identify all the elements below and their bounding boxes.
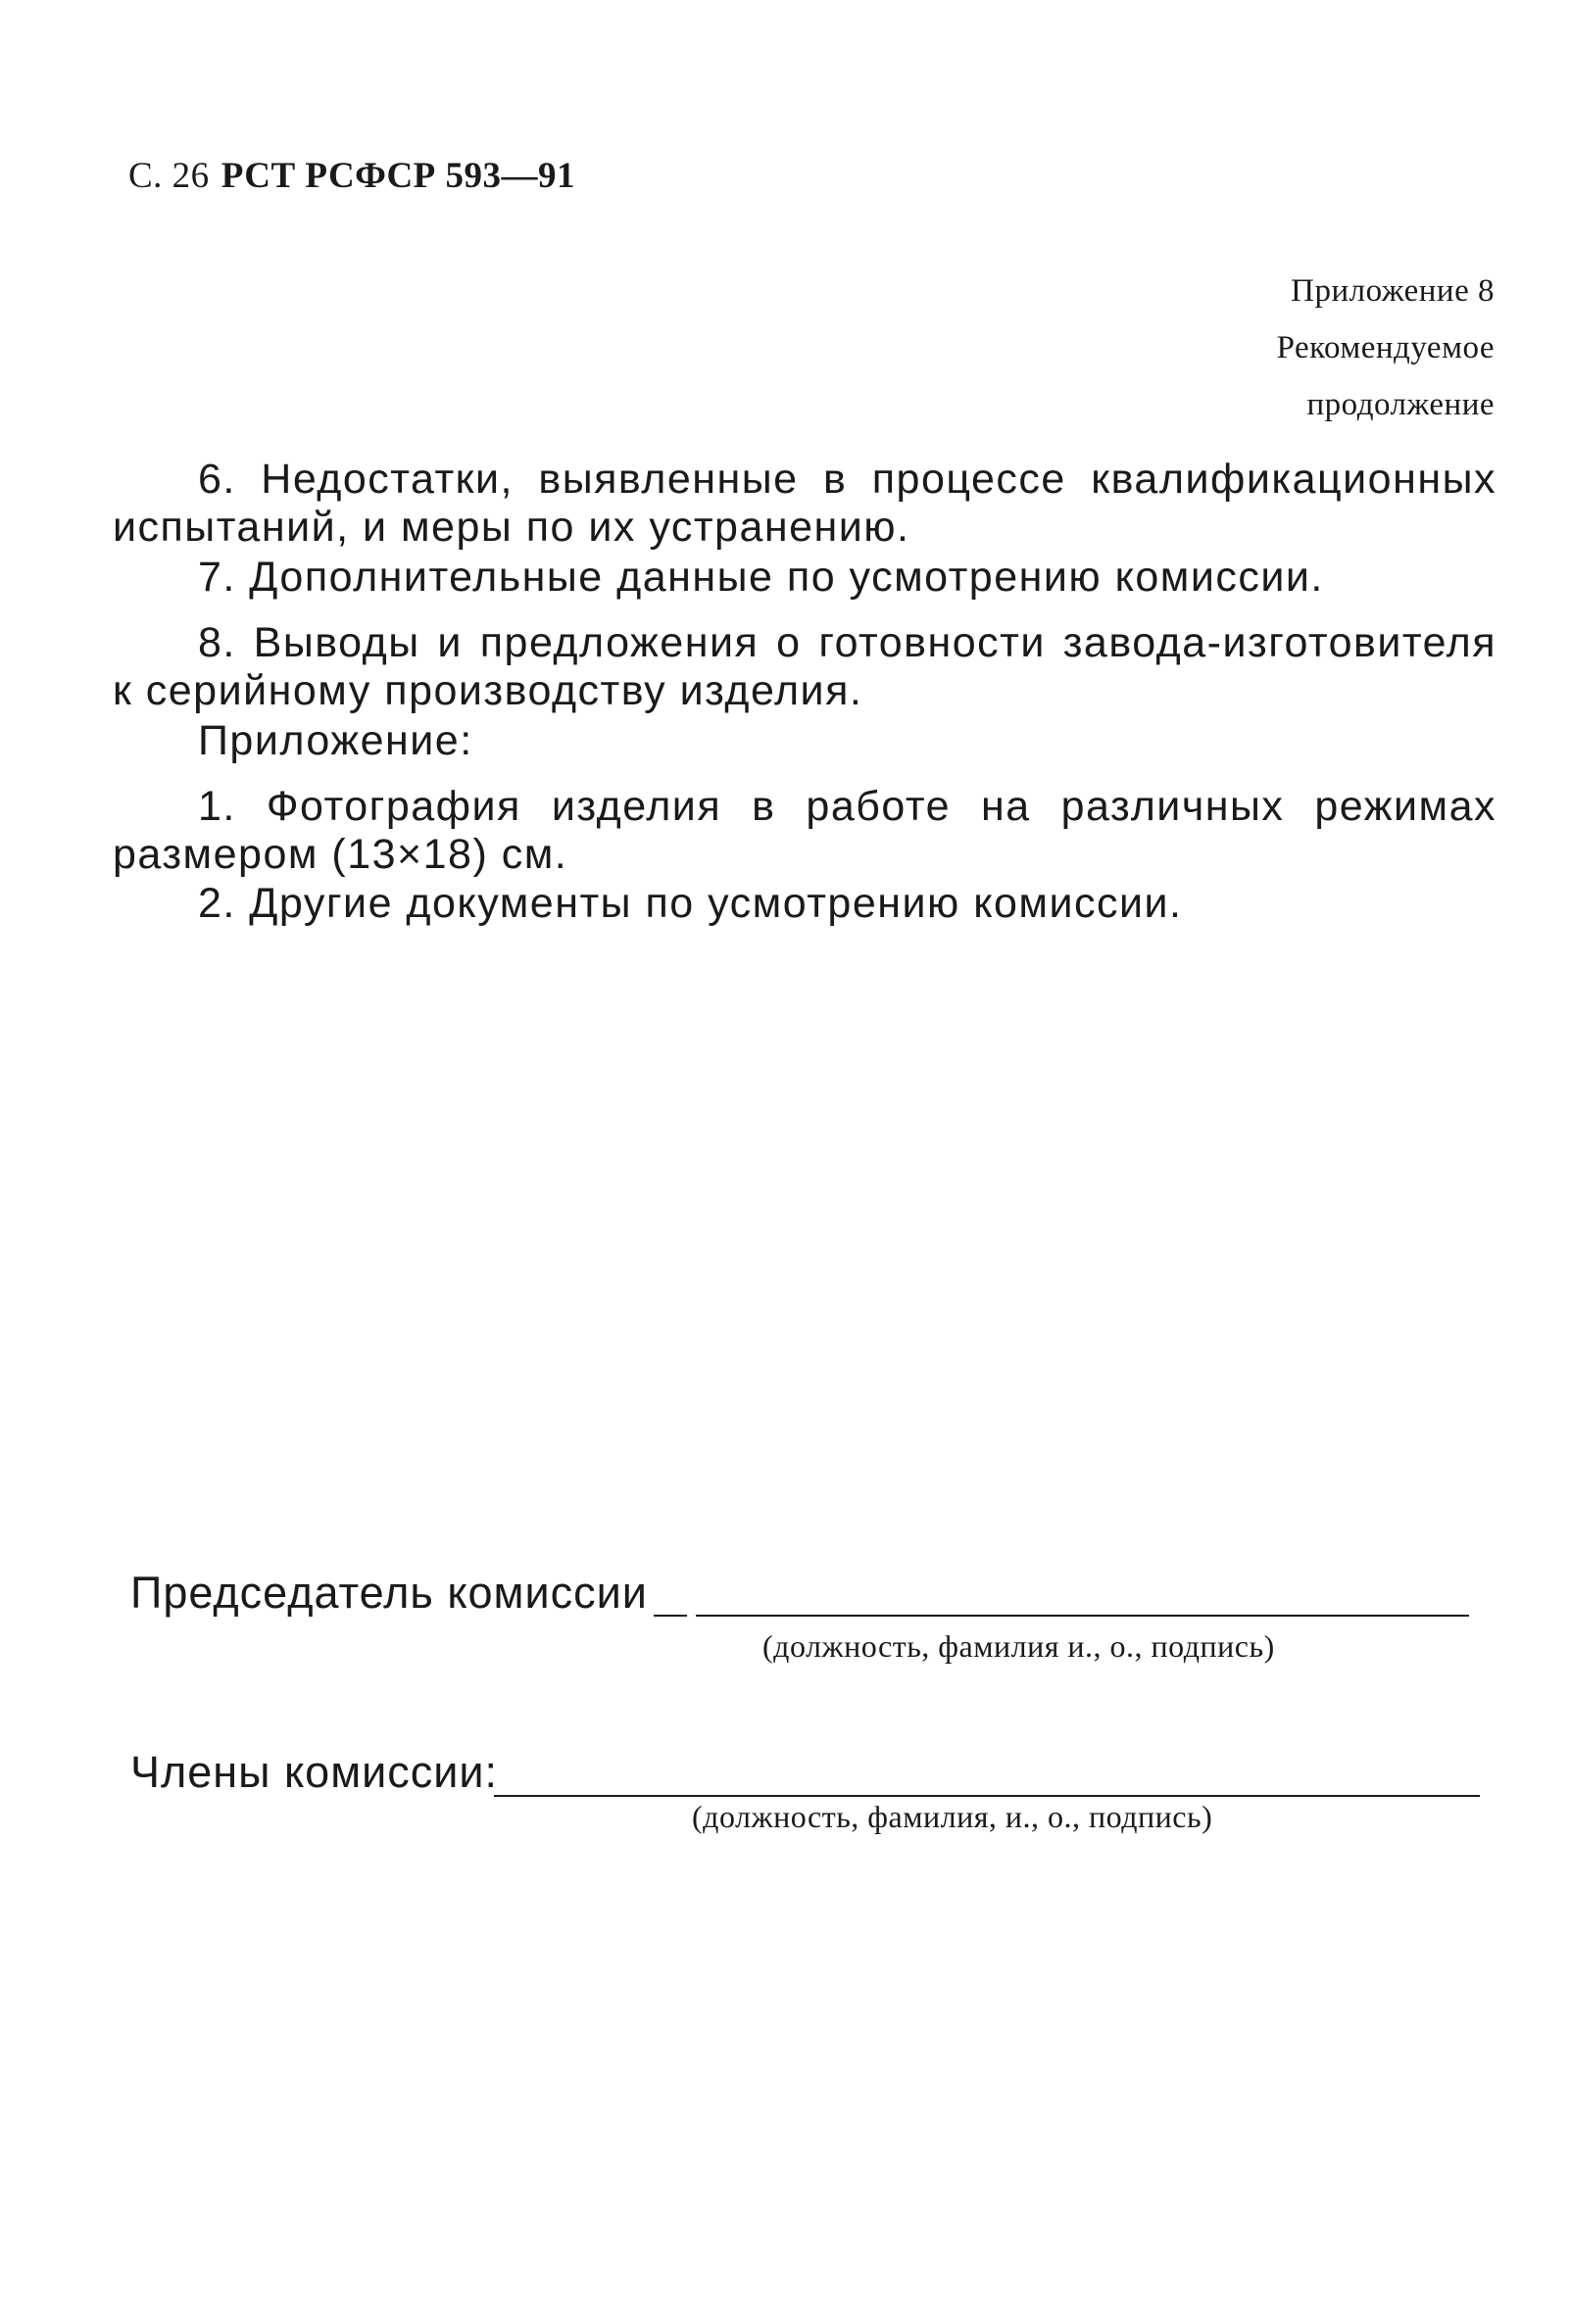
paragraph-item-8: 8. Выводы и предложения о готовности завода-изготовителя к серийному производству изделия. <box>113 619 1496 714</box>
attachment-item-1: 1. Фотография изделия в работе на различных режимах размером (13×18) см. <box>113 783 1496 878</box>
page-number: С. 26 <box>128 156 210 196</box>
members-signature-caption: (должность, фамилия, и., о., подпись) <box>692 1799 1213 1834</box>
chairman-signature-line-stub <box>654 1615 687 1617</box>
attachment-title: Приложение: <box>198 717 473 764</box>
paragraph-item-6: 6. Недостатки, выявленные в процессе квалификационных испытаний, и меры по их устранению. <box>113 456 1496 551</box>
paragraph-item-7: 7. Дополнительные данные по усмотрению комиссии. <box>198 554 1324 601</box>
attachment-item-2: 2. Другие документы по усмотрению комиссии. <box>198 880 1183 927</box>
chairman-signature-line <box>696 1615 1469 1617</box>
chairman-signature-caption: (должность, фамилия и., о., подпись) <box>762 1628 1275 1664</box>
standard-designation: РСТ РСФСР 593—91 <box>221 156 576 196</box>
appendix-heading <box>1277 263 1495 433</box>
chairman-label: Председатель комиссии <box>130 1568 648 1618</box>
members-label: Члены комиссии: <box>130 1747 499 1797</box>
appendix-status: Рекомендуемое <box>1276 330 1495 365</box>
appendix-number: Приложение 8 <box>1291 273 1495 309</box>
appendix-continuation: продолжение <box>1306 387 1495 422</box>
page-header <box>128 155 575 197</box>
members-signature-line <box>494 1795 1480 1797</box>
